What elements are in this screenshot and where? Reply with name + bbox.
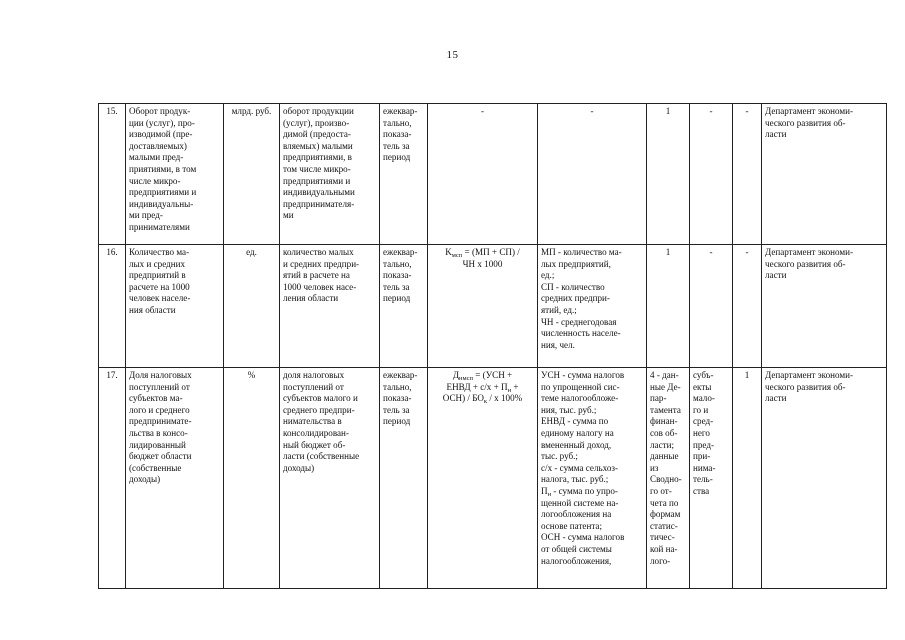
- responsible-body: Департамент экономи- ческого развития об- ласти: [762, 245, 887, 368]
- indicator-definition: оборот продукции (услуг), произво- димой (предоста- вляемых) малыми предприятиями, в том числе микро- предприятиями и индивидуальными предпринимателя- ми: [280, 104, 380, 245]
- source-method: 1: [647, 245, 690, 368]
- periodicity: ежеквар- тально, показа- тель за период: [380, 368, 428, 589]
- variables-subscript: н: [547, 490, 552, 498]
- observation-unit: -: [690, 245, 733, 368]
- variables-text: - сумма по упро- щенной системе на- логообложения на основе патента; ОСН - сумма налогов от общей системы налогообложения,: [541, 485, 625, 566]
- formula-variables: МП - количество ма- лых предприятий, ед.; СП - количество средних предпри- ятий, ед.; ЧН - среднегодовая численность населе- ния, чел.: [538, 245, 647, 368]
- formula-body: = (МП + СП) / ЧН х 1000: [462, 247, 520, 269]
- formula-symbol: K: [445, 247, 452, 257]
- formula-subscript: н: [507, 386, 512, 394]
- indicator-name: Доля налоговых поступлений от субъектов ма- лого и среднего предпринимате- льства в консо- лидированный бюджет области (собственные доходы): [126, 368, 224, 589]
- responsible-body: Департамент экономи- ческого развития об- ласти: [762, 368, 887, 589]
- variables-text: УСН - сумма налогов по упрощенной сис- теме налогообложе- ния, тыс. руб.; ЕНВД - сумма по единому налогу на вмененный доход, тыс. руб.; с/х - сумма сельхоз- налога, тыс. руб.; П: [541, 370, 625, 496]
- formula-subscript: мсп: [451, 252, 463, 259]
- formula-subscript: нмсп: [459, 375, 473, 382]
- formula: [428, 368, 538, 589]
- table-row: [99, 245, 887, 368]
- source-method: 4 - дан- ные Де- пар- тамента финан- сов об- ласти; данные из Сводно- го от- чета по формам статис- тичес- кой на- лого-: [647, 368, 690, 589]
- coverage: -: [733, 104, 762, 245]
- formula: [428, 245, 538, 368]
- formula-symbol: Д: [452, 370, 460, 380]
- periodicity: ежеквар- тально, показа- тель за период: [380, 104, 428, 245]
- table-row: [99, 104, 887, 245]
- formula-body: + ОСН) / БО: [442, 381, 519, 404]
- formula-body: = (УСН + ЕНВД + с/х + П: [446, 370, 513, 392]
- observation-unit: -: [690, 104, 733, 245]
- row-number: 15.: [99, 104, 126, 245]
- row-number: 17.: [99, 368, 126, 589]
- unit: млрд. руб.: [224, 104, 280, 245]
- indicator-name: Количество ма- лых и средних предприятий в расчете на 1000 человек населе- ния области: [126, 245, 224, 368]
- responsible-body: Департамент экономи- ческого развития об- ласти: [762, 104, 887, 245]
- unit: ед.: [224, 245, 280, 368]
- coverage: 1: [733, 368, 762, 589]
- coverage: -: [733, 245, 762, 368]
- formula-variables: [538, 368, 647, 589]
- indicator-name: Оборот продук- ции (услуг), про- изводимой (пре- доставляемых) малыми пред- приятиями, в том числе микро- предприятиями и индивидуальны- ми пред- принимателями: [126, 104, 224, 245]
- periodicity: ежеквар- тально, показа- тель за период: [380, 245, 428, 368]
- indicator-definition: количество малых и средних предпри- ятий в расчете на 1000 человек насе- ления области: [280, 245, 380, 368]
- formula-body: / х 100%: [487, 393, 523, 404]
- unit: %: [224, 368, 280, 589]
- formula-variables: -: [538, 104, 647, 245]
- formula-subscript: к: [483, 398, 488, 406]
- formula: -: [428, 104, 538, 245]
- page-number: 15: [446, 49, 459, 61]
- source-method: 1: [647, 104, 690, 245]
- indicators-table: [98, 103, 887, 589]
- table-row: [99, 368, 887, 589]
- indicator-definition: доля налоговых поступлений от субъектов малого и среднего предпри- нимательства в консолидирован- ный бюджет об- ласти (собственные доходы): [280, 368, 380, 589]
- row-number: 16.: [99, 245, 126, 368]
- observation-unit: субъ- екты мало- го и сред- него пред- при- нима- тель- ства: [690, 368, 733, 589]
